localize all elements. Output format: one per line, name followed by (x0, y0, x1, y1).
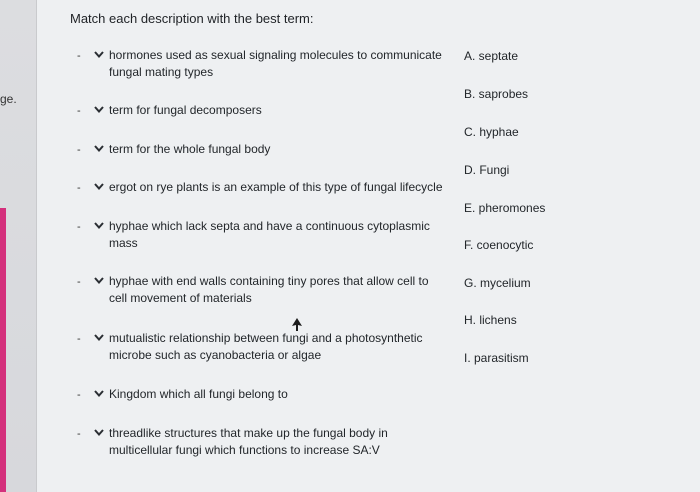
answer-slot[interactable]: - (77, 221, 81, 233)
left-accent-bar (0, 208, 6, 492)
answer-option-g: G. mycelium (464, 276, 531, 290)
answer-option-d: D. Fungi (464, 163, 510, 177)
chevron-down-icon[interactable] (93, 426, 105, 438)
match-description: ergot on rye plants is an example of this type of fungal lifecycle (109, 180, 443, 194)
chevron-down-icon[interactable] (93, 274, 105, 286)
answer-slot[interactable]: - (77, 428, 81, 440)
chevron-down-icon[interactable] (93, 180, 105, 192)
match-description: Kingdom which all fungi belong to (109, 387, 288, 401)
answer-option-c: C. hyphae (464, 125, 519, 139)
question-prompt: Match each description with the best term: (70, 11, 314, 26)
chevron-down-icon[interactable] (93, 219, 105, 231)
chevron-down-icon[interactable] (93, 48, 105, 60)
match-description: hyphae which lack septa and have a continuous cytoplasmic mass (109, 219, 430, 250)
match-description: hormones used as sexual signaling molecules to communicate fungal mating types (109, 48, 442, 79)
match-description: term for fungal decomposers (109, 103, 262, 117)
answer-option-f: F. coenocytic (464, 238, 534, 252)
answer-option-a: A. septate (464, 49, 519, 63)
chevron-down-icon[interactable] (93, 331, 105, 343)
answer-slot[interactable]: - (77, 50, 81, 62)
chevron-down-icon[interactable] (93, 103, 105, 115)
left-panel-text: ge. (0, 92, 17, 106)
answer-option-b: B. saprobes (464, 87, 529, 101)
question-panel (37, 0, 700, 492)
answer-slot[interactable]: - (77, 389, 81, 401)
chevron-down-icon[interactable] (93, 142, 105, 154)
mouse-cursor-icon (291, 318, 303, 332)
chevron-down-icon[interactable] (93, 387, 105, 399)
left-panel (0, 0, 37, 492)
answer-option-i: I. parasitism (464, 351, 529, 365)
answer-slot[interactable]: - (77, 276, 81, 288)
answer-slot[interactable]: - (77, 333, 81, 345)
match-description: threadlike structures that make up the fungal body in multicellular fungi which functions to increase SA:V (109, 426, 388, 457)
answer-slot[interactable]: - (77, 182, 81, 194)
answer-option-h: H. lichens (464, 313, 517, 327)
answer-slot[interactable]: - (77, 144, 81, 156)
match-description: hyphae with end walls containing tiny pores that allow cell to cell movement of materials (109, 274, 429, 305)
answer-slot[interactable]: - (77, 105, 81, 117)
match-description: mutualistic relationship between fungi and a photosynthetic microbe such as cyanobacteria or algae (109, 331, 423, 362)
answer-option-e: E. pheromones (464, 201, 546, 215)
match-description: term for the whole fungal body (109, 142, 271, 156)
